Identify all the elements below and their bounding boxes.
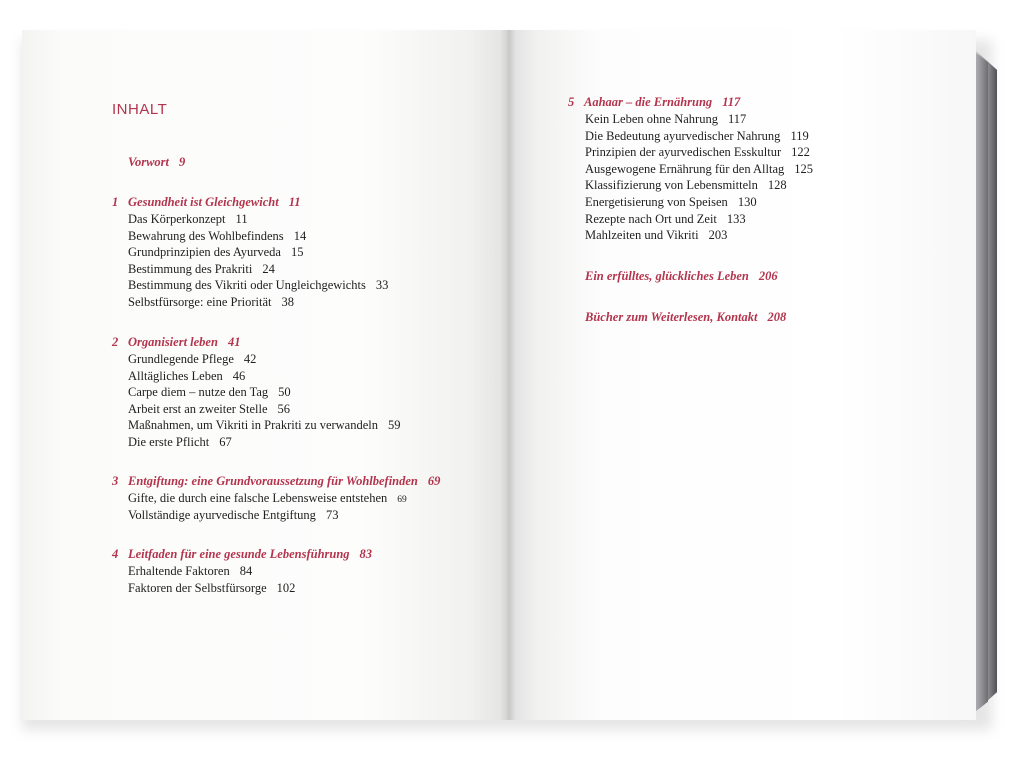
foreword-title: Vorwort xyxy=(128,155,169,169)
chapter-5-entries xyxy=(585,111,813,244)
toc-entry: Gifte, die durch eine falsche Lebensweise entstehen 69 xyxy=(128,491,407,505)
chapter-page: 11 xyxy=(288,195,301,209)
chapter-number: 2 xyxy=(112,335,119,349)
toc-entry: Ausgewogene Ernährung für den Alltag 125 xyxy=(585,161,813,176)
toc-entry: Kein Leben ohne Nahrung 117 xyxy=(585,112,747,126)
chapter-title: Entgiftung: eine Grundvoraussetzung für Wohlbefinden xyxy=(128,474,418,488)
toc-entry: Grundlegende Pflege 42 xyxy=(128,352,257,366)
extra-page: 208 xyxy=(767,310,787,324)
chapter-number: 1 xyxy=(112,195,119,209)
chapter-3-entries xyxy=(128,490,407,523)
chapter-page: 69 xyxy=(427,474,441,488)
toc-entry: Die erste Pflicht 67 xyxy=(128,434,232,449)
toc-entry: Das Körperkonzept 11 xyxy=(128,212,248,226)
chapter-1-entries xyxy=(128,211,388,311)
chapter-4-entries xyxy=(128,563,295,596)
book-gutter xyxy=(500,30,516,720)
toc-entry: Grundprinzipien des Ayurveda 15 xyxy=(128,245,304,260)
chapter-page: 83 xyxy=(359,547,373,561)
toc-entry: Alltägliches Leben 46 xyxy=(128,368,246,383)
extra-page: 206 xyxy=(758,269,778,283)
toc-extra-heading xyxy=(585,269,778,284)
toc-entry: Rezepte nach Ort und Zeit 133 xyxy=(585,211,746,226)
toc-entry: Energetisierung von Speisen 130 xyxy=(585,194,757,209)
toc-entry: Faktoren der Selbstfürsorge 102 xyxy=(128,580,296,595)
toc-extra-heading xyxy=(585,310,786,325)
chapter-1-heading xyxy=(112,195,301,210)
chapter-4-heading xyxy=(112,547,372,562)
toc-entry: Selbstfürsorge: eine Priorität 38 xyxy=(128,294,294,309)
chapter-2-entries xyxy=(128,351,401,451)
toc-entry: Bewahrung des Wohlbefindens 14 xyxy=(128,228,307,243)
toc-entry: Prinzipien der ayurvedischen Esskultur 122 xyxy=(585,145,810,160)
extra-title: Ein erfülltes, glückliches Leben xyxy=(585,269,749,283)
chapter-3-heading xyxy=(112,474,440,489)
extra-title: Bücher zum Weiterlesen, Kontakt xyxy=(585,310,758,324)
chapter-page: 41 xyxy=(227,335,241,349)
chapter-title: Leitfaden für eine gesunde Lebensführung xyxy=(128,547,350,561)
toc-entry: Arbeit erst an zweiter Stelle 56 xyxy=(128,401,291,416)
toc-foreword xyxy=(128,155,185,170)
toc-entry: Mahlzeiten und Vikriti 203 xyxy=(585,228,728,243)
chapter-number: 4 xyxy=(112,547,119,561)
toc-entry: Bestimmung des Prakriti 24 xyxy=(128,261,275,276)
toc-entry: Die Bedeutung ayurvedischer Nahrung 119 xyxy=(585,128,809,143)
foreword-page: 9 xyxy=(179,155,186,169)
chapter-title: Aahaar – die Ernährung xyxy=(584,95,713,109)
chapter-number: 5 xyxy=(568,95,575,109)
chapter-2-heading xyxy=(112,335,240,350)
toc-entry: Carpe diem – nutze den Tag 50 xyxy=(128,385,291,400)
toc-entry: Bestimmung des Vikriti oder Ungleichgewichts 33 xyxy=(128,278,389,293)
toc-entry: Erhaltende Faktoren 84 xyxy=(128,564,253,578)
toc-entry: Maßnahmen, um Vikriti in Prakriti zu verwandeln 59 xyxy=(128,418,401,433)
toc-entry: Vollständige ayurvedische Entgiftung 73 xyxy=(128,507,339,522)
chapter-number: 3 xyxy=(112,474,119,488)
toc-entry: Klassifizierung von Lebensmitteln 128 xyxy=(585,178,787,193)
chapter-5-heading xyxy=(568,95,740,110)
chapter-title: Organisiert leben xyxy=(128,335,218,349)
chapter-page: 117 xyxy=(722,95,741,109)
toc-heading: INHALT xyxy=(112,101,168,118)
chapter-title: Gesundheit ist Gleichgewicht xyxy=(128,195,279,209)
